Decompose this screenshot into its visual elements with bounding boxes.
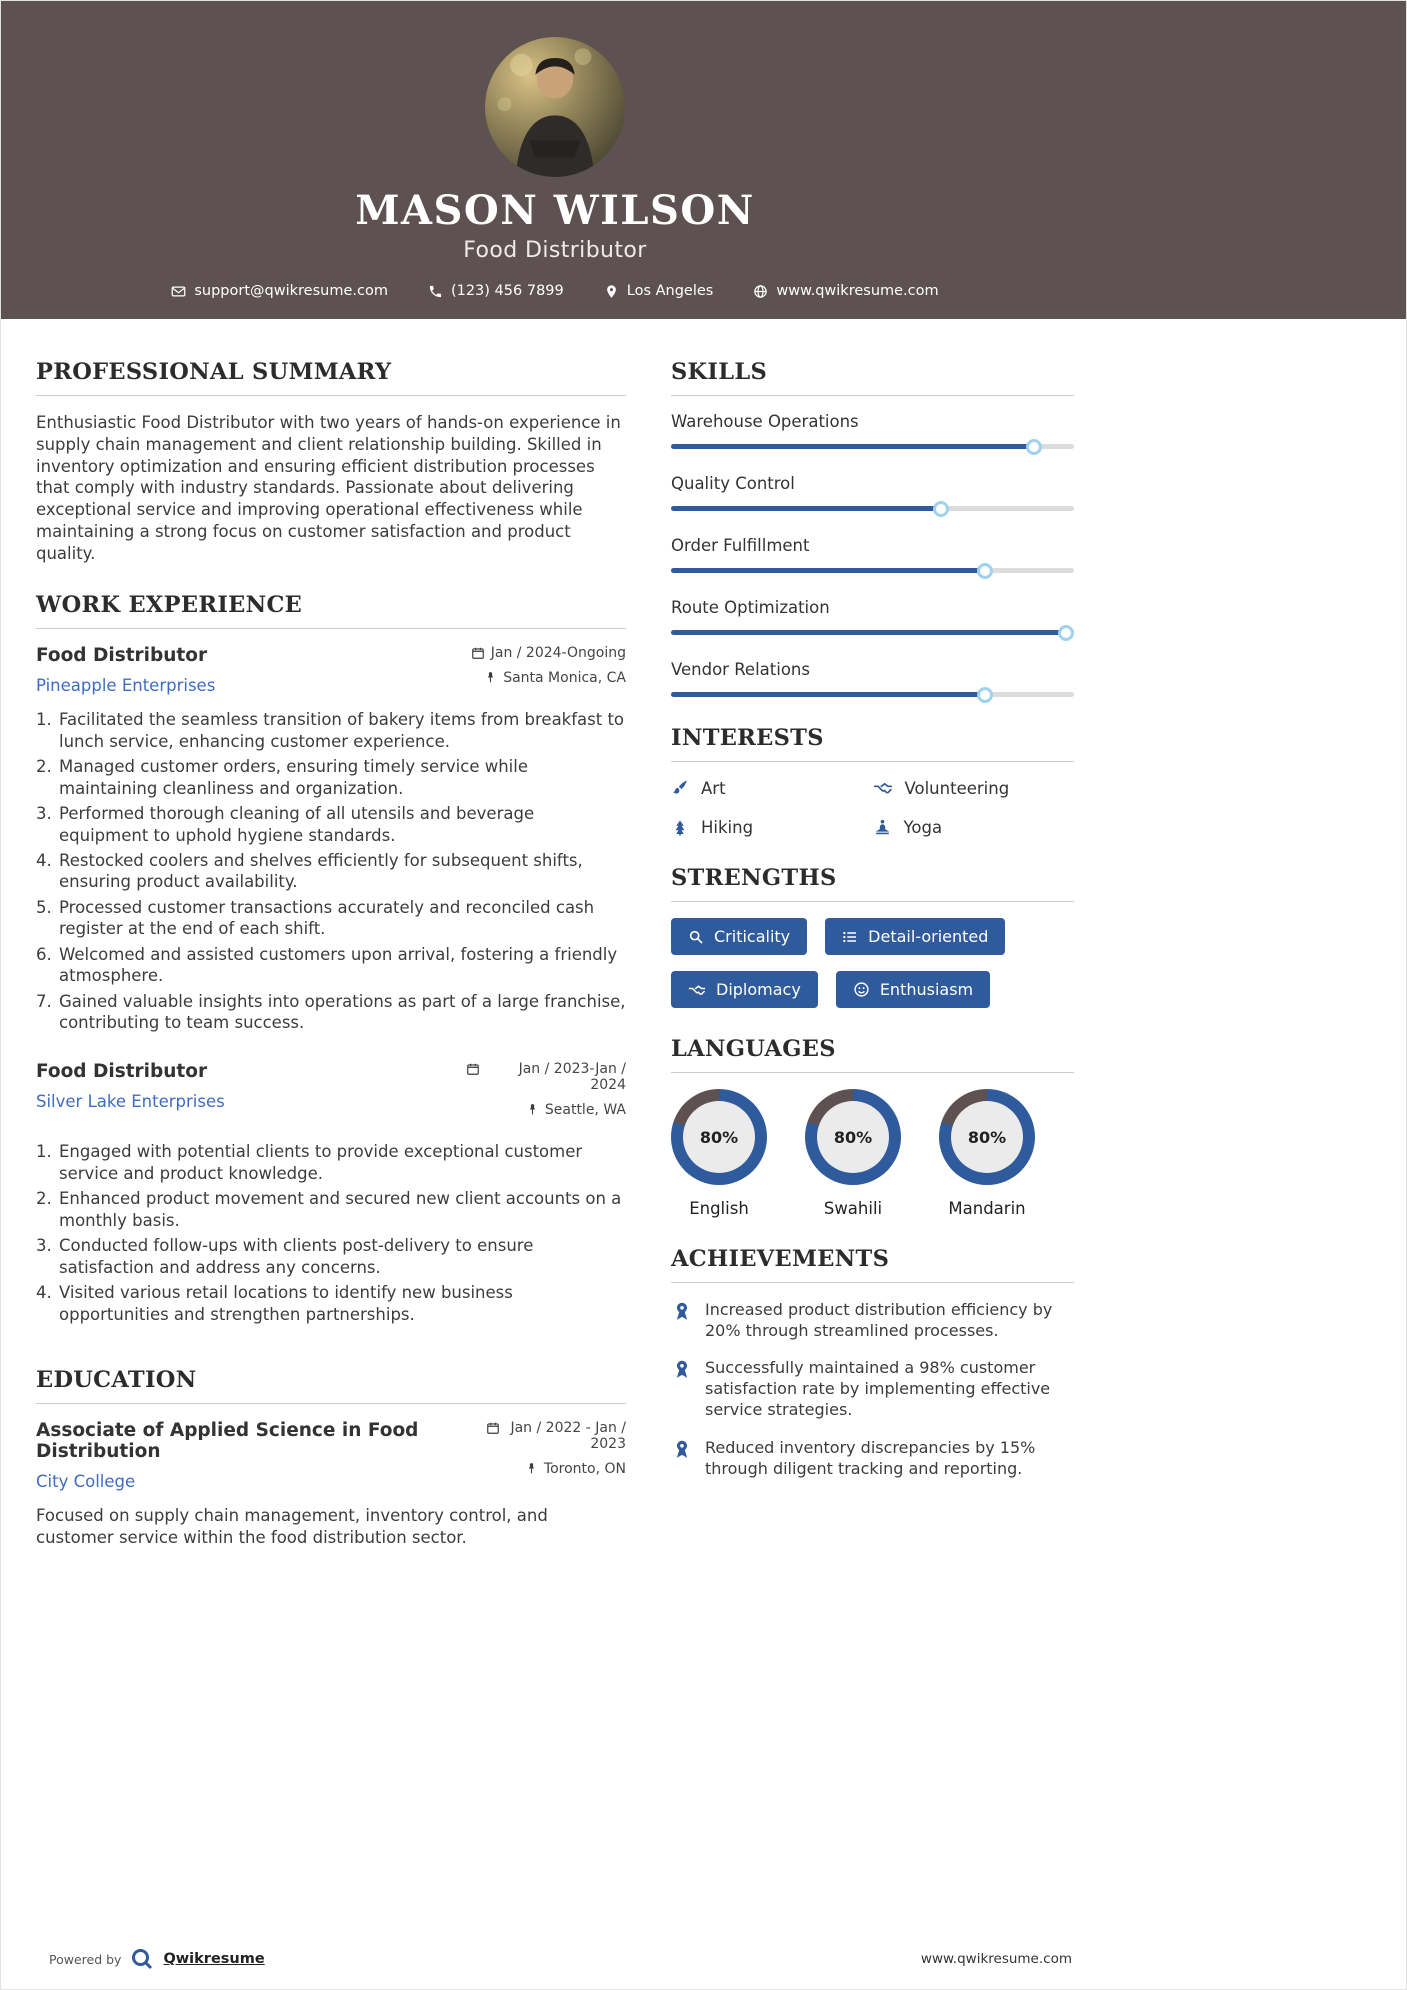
skill-item [671, 598, 1074, 635]
language-name: English [689, 1199, 749, 1218]
skills-heading: SKILLS [671, 359, 768, 385]
contact-email-text: support@qwikresume.com [194, 283, 388, 299]
skill-bar-fill [671, 568, 985, 573]
job-company-link[interactable]: Pineapple Enterprises [36, 676, 216, 696]
education-location-text: Toronto, ON [543, 1460, 626, 1477]
bullet: 6. Welcomed and assisted customers upon arrival, fostering a friendly atmosphere. [57, 944, 626, 987]
skill-label: Vendor Relations [671, 660, 810, 679]
language-name: Mandarin [948, 1199, 1026, 1218]
section-work-experience [36, 592, 626, 1325]
magnifier-icon [688, 929, 704, 945]
pine-tree-icon [671, 819, 689, 837]
section-strengths [671, 865, 1074, 1008]
language-donut [939, 1089, 1035, 1185]
pushpin-icon [484, 671, 497, 684]
strength-label: Enthusiasm [879, 980, 974, 999]
contact-website-text: www.qwikresume.com [776, 283, 939, 299]
globe-icon [753, 284, 768, 299]
language-swahili [805, 1089, 901, 1218]
bullet: 4. Restocked coolers and shelves efficiently for subsequent shifts, ensuring product availability. [57, 850, 626, 893]
right-column [671, 359, 1074, 1507]
language-percent: 80% [967, 1127, 1007, 1147]
profile-photo [485, 37, 625, 177]
section-education [36, 1367, 626, 1549]
yoga-icon [873, 818, 892, 837]
language-donut [805, 1089, 901, 1185]
skill-slider [671, 506, 1074, 511]
footer [49, 1947, 1072, 1971]
skill-item [671, 412, 1074, 449]
avatar [485, 37, 625, 177]
skill-label: Order Fulfillment [671, 536, 810, 555]
contact-phone [428, 283, 564, 299]
email-icon [171, 284, 186, 299]
education-heading: EDUCATION [36, 1366, 197, 1393]
contact-email[interactable] [171, 283, 388, 299]
skill-item [671, 474, 1074, 511]
education-description: Focused on supply chain management, inventory control, and customer service within the food distribution sector. [36, 1505, 548, 1547]
divider [671, 901, 1074, 902]
language-percent: 80% [833, 1127, 873, 1147]
paintbrush-icon [671, 779, 689, 797]
strength-label: Diplomacy [716, 980, 801, 999]
language-donut [671, 1089, 767, 1185]
education-dates [486, 1420, 626, 1452]
bullet: 3. Conducted follow-ups with clients post-delivery to ensure satisfaction and address any concerns. [57, 1235, 626, 1278]
contact-row [36, 283, 1074, 299]
bullet: 1. Engaged with potential clients to provide exceptional customer service and product knowledge. [57, 1141, 626, 1184]
bullet: 3. Performed thorough cleaning of all utensils and beverage equipment to uphold hygiene standards. [57, 803, 626, 846]
handshake-icon [873, 778, 893, 798]
medal-icon [671, 1300, 693, 1322]
strength-badge-diplomacy [671, 971, 818, 1008]
strength-badge-enthusiasm [836, 971, 990, 1008]
bullet: 2. Enhanced product movement and secured new client accounts on a monthly basis. [57, 1188, 626, 1231]
job-title: Food Distributor [36, 645, 208, 667]
left-column [36, 359, 626, 1577]
achievement-text: Successfully maintained a 98% customer satisfaction rate by implementing effective service strategies. [705, 1358, 1051, 1420]
achievement-text: Reduced inventory discrepancies by 15% through diligent tracking and reporting. [705, 1437, 1036, 1478]
bullet: 7. Gained valuable insights into operations as part of a large franchise, contributing to team success. [57, 991, 626, 1034]
skill-label: Route Optimization [671, 598, 830, 617]
job-location-text: Seattle, WA [544, 1102, 626, 1119]
achievement-item [671, 1299, 1074, 1341]
section-languages [671, 1036, 1074, 1218]
bullet: 2. Managed customer orders, ensuring timely service while maintaining cleanliness and organization. [57, 756, 626, 799]
medal-icon [671, 1358, 693, 1380]
handshake-icon [688, 981, 706, 999]
skill-label: Warehouse Operations [671, 412, 859, 431]
interest-yoga [873, 818, 1075, 837]
pushpin-icon [526, 1103, 539, 1116]
skill-slider [671, 630, 1074, 635]
bullet: 5. Processed customer transactions accurately and reconciled cash register at the end of each shift. [57, 897, 626, 940]
section-interests [671, 725, 1074, 837]
medal-icon [671, 1438, 693, 1460]
candidate-name: MASON WILSON [355, 187, 755, 234]
skill-slider [671, 568, 1074, 573]
skill-item [671, 536, 1074, 573]
skill-bar-handle [977, 687, 993, 703]
job-location [471, 670, 626, 686]
education-location [486, 1461, 626, 1477]
divider [671, 395, 1074, 396]
contact-location [604, 283, 714, 299]
qwikresume-logo-icon [130, 1947, 154, 1971]
summary-heading: PROFESSIONAL SUMMARY [36, 359, 392, 385]
qwikresume-brand-link[interactable]: Qwikresume [163, 1951, 265, 1967]
interest-label: Volunteering [904, 778, 1010, 798]
calendar-icon [486, 1421, 500, 1435]
interests-heading: INTERESTS [671, 725, 824, 751]
powered-by-text: Powered by [49, 1951, 122, 1967]
contact-website[interactable] [753, 283, 938, 299]
summary-text: Enthusiastic Food Distributor with two years of hands-on experience in supply chain management and client relationship building. Skilled in inventory optimization and ensuring efficient distribution processes that comply with industry standards. Passionate about delivering exceptional service and improving operational effectiveness while maintaining a strong focus on customer satisfaction and product quality. [36, 413, 621, 563]
calendar-icon [471, 646, 485, 660]
interest-label: Art [701, 778, 726, 798]
interest-art [671, 778, 873, 798]
education-entry [36, 1420, 626, 1549]
work-heading: WORK EXPERIENCE [36, 592, 303, 619]
skill-bar-handle [933, 501, 949, 517]
divider [671, 1282, 1074, 1283]
job-bullets [36, 709, 626, 1033]
education-dates-text: Jan / 2022 - Jan / 2023 [510, 1419, 626, 1452]
skill-bar-fill [671, 444, 1034, 449]
job-title: Food Distributor [36, 1061, 208, 1083]
job-entry-2 [36, 1061, 626, 1325]
section-achievements [671, 1246, 1074, 1479]
divider [36, 628, 626, 629]
language-mandarin [939, 1089, 1035, 1218]
job-dates [466, 1061, 626, 1093]
list-icon [842, 929, 858, 945]
strengths-heading: STRENGTHS [671, 865, 837, 891]
strength-label: Detail-oriented [868, 927, 989, 946]
skill-bar-handle [977, 563, 993, 579]
job-location [466, 1102, 626, 1118]
language-name: Swahili [823, 1199, 883, 1218]
interest-label: Hiking [701, 818, 754, 837]
skill-bar-handle [1026, 439, 1042, 455]
achievement-item [671, 1437, 1074, 1479]
skill-slider [671, 692, 1074, 697]
footer-website[interactable]: www.qwikresume.com [920, 1951, 1072, 1967]
strength-badge-detail-oriented [825, 918, 1005, 955]
interest-volunteering [873, 778, 1075, 798]
strength-label: Criticality [714, 927, 791, 946]
bullet: 1. Facilitated the seamless transition of bakery items from breakfast to lunch service, enhancing customer experience. [57, 709, 626, 752]
calendar-icon [466, 1062, 480, 1076]
skill-bar-fill [671, 506, 941, 511]
bullet: 4. Visited various retail locations to identify new business opportunities and strengthen partnerships. [57, 1282, 626, 1325]
divider [671, 761, 1074, 762]
skill-label: Quality Control [671, 474, 795, 493]
divider [36, 395, 626, 396]
divider [671, 1072, 1074, 1073]
language-percent: 80% [699, 1127, 739, 1147]
job-dates-text: Jan / 2024-Ongoing [490, 645, 626, 662]
job-location-text: Santa Monica, CA [503, 670, 626, 687]
job-company-link[interactable]: Silver Lake Enterprises [36, 1092, 225, 1112]
smiley-icon [853, 981, 870, 998]
achievements-heading: ACHIEVEMENTS [671, 1246, 890, 1272]
pushpin-icon [525, 1462, 538, 1475]
achievement-text: Increased product distribution efficiency by 20% through streamlined processes. [705, 1300, 1053, 1341]
skill-bar-fill [671, 630, 1074, 635]
contact-location-text: Los Angeles [626, 283, 714, 299]
school-link[interactable]: City College [36, 1471, 136, 1491]
location-icon [604, 284, 619, 299]
skill-slider [671, 444, 1074, 449]
section-professional-summary [36, 359, 626, 564]
job-dates-text: Jan / 2023-Jan / 2024 [518, 1061, 626, 1094]
strength-badge-criticality [671, 918, 807, 955]
skill-bar-fill [671, 692, 985, 697]
candidate-title: Food Distributor [463, 238, 647, 263]
degree-title: Associate of Applied Science in Food Distribution [36, 1419, 419, 1462]
interest-hiking [671, 818, 873, 837]
skill-item [671, 660, 1074, 697]
section-skills [671, 359, 1074, 697]
main-content [1, 319, 1406, 1577]
contact-phone-text: (123) 456 7899 [450, 283, 564, 299]
job-dates [471, 645, 626, 661]
job-entry-1 [36, 645, 626, 1033]
phone-icon [428, 284, 443, 299]
interest-label: Yoga [903, 818, 943, 837]
achievement-item [671, 1357, 1074, 1420]
divider [36, 1403, 626, 1404]
language-english [671, 1089, 767, 1218]
languages-heading: LANGUAGES [671, 1036, 836, 1062]
job-bullets [36, 1141, 626, 1325]
header [1, 1, 1406, 319]
skill-bar-handle [1058, 625, 1074, 641]
